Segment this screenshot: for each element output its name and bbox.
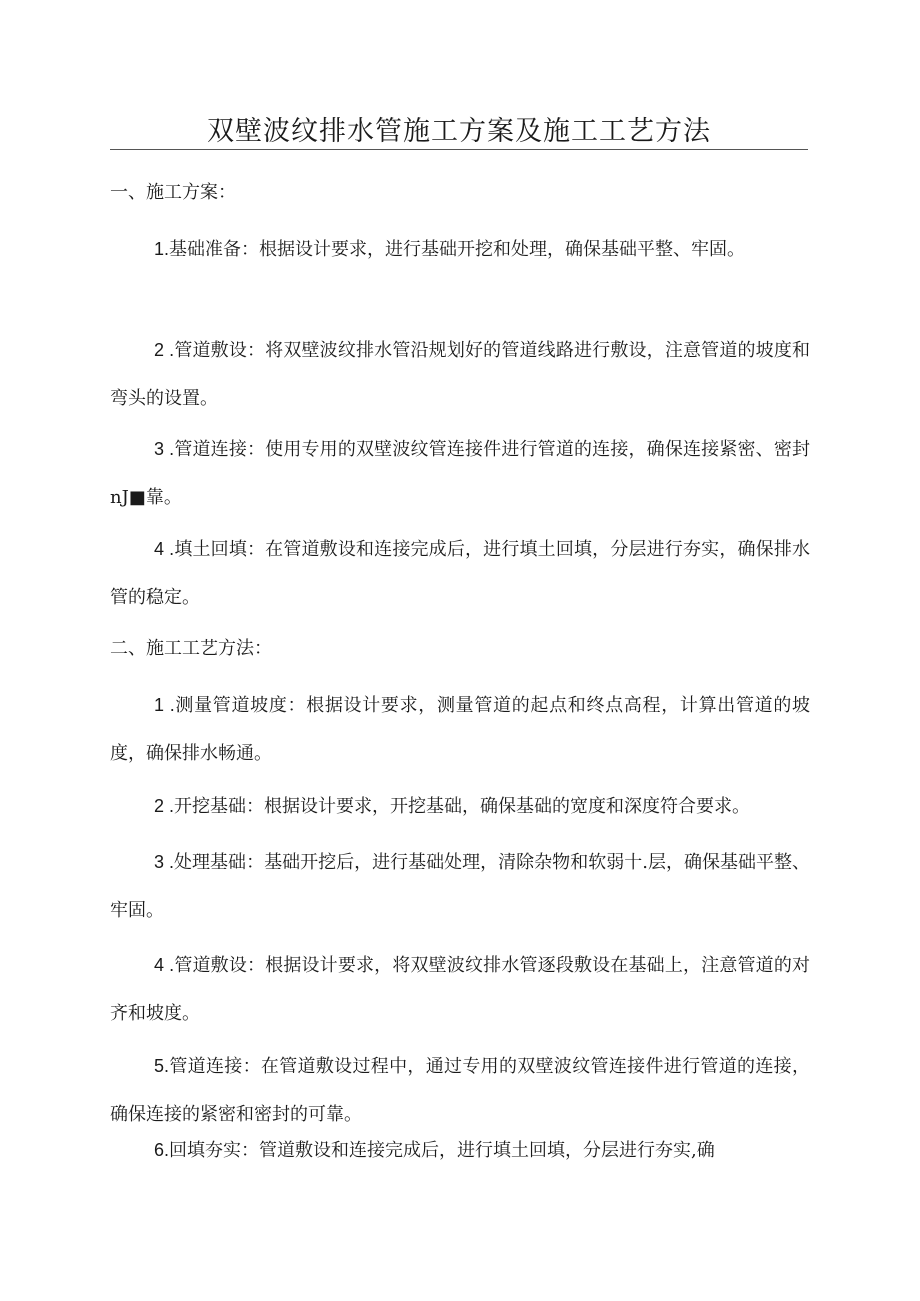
section-2-item-6 [110,1126,810,1175]
item-number: 6. [154,1140,170,1160]
section-1-item-1 [110,225,810,274]
document-title: 双壁波纹排水管施工方案及施工工艺方法 [207,116,711,147]
item-text: 管道敷设：将双壁波纹排水管沿规划好的管道线路进行敷设，注意管道的坡度和弯头的设置。 [110,340,811,409]
item-number: 5. [154,1056,170,1076]
item-text: 管道连接：在管道敷设过程中，通过专用的双壁波纹管连接件进行管道的连接，确保连接的紧密和密封的可靠。 [110,1056,810,1125]
item-number: 2 . [154,340,175,360]
item-text: 基础准备：根据设计要求，进行基础开挖和处理，确保基础平整、牢固。 [169,239,746,260]
item-text: 回填夯实：管道敷设和连接完成后，进行填土回填，分层进行夯实,确 [169,1140,715,1161]
section-1-item-4 [110,525,810,622]
item-number: 1 . [154,695,175,715]
item-text: 填土回填：在管道敷设和连接完成后，进行填土回填，分层进行夯实，确保排水管的稳定。 [110,539,811,608]
item-number: 4 . [154,539,175,559]
section-1-item-3 [110,425,810,522]
item-number: 3 . [154,439,175,459]
section-2-item-1 [110,681,810,778]
section-1-item-2 [110,326,810,423]
item-number: 1. [154,239,170,259]
section-2-item-5 [110,1042,810,1139]
section-2-item-4 [110,941,810,1038]
section-heading-2: 二、施工工艺方法： [110,638,272,659]
item-number: 2 . [154,796,175,816]
item-text: 开挖基础：根据设计要求，开挖基础，确保基础的宽度和深度符合要求。 [174,796,751,817]
item-text: 处理基础：基础开挖后，进行基础处理，清除杂物和软弱十.层，确保基础平整、牢固。 [110,852,811,921]
section-2-item-3 [110,838,810,935]
title-underline [110,149,808,150]
item-text: 管道敷设：根据设计要求，将双壁波纹排水管逐段敷设在基础上，注意管道的对齐和坡度。 [110,955,811,1024]
item-number: 4 . [154,955,175,975]
item-number: 3 . [154,852,175,872]
item-text: 管道连接：使用专用的双壁波纹管连接件进行管道的连接，确保连接紧密、密封nJ■靠。 [110,439,811,508]
section-heading-1: 一、施工方案： [110,182,236,203]
section-2-item-2 [110,782,810,831]
item-text: 测量管道坡度：根据设计要求，测量管道的起点和终点高程，计算出管道的坡度，确保排水畅通。 [110,695,810,764]
